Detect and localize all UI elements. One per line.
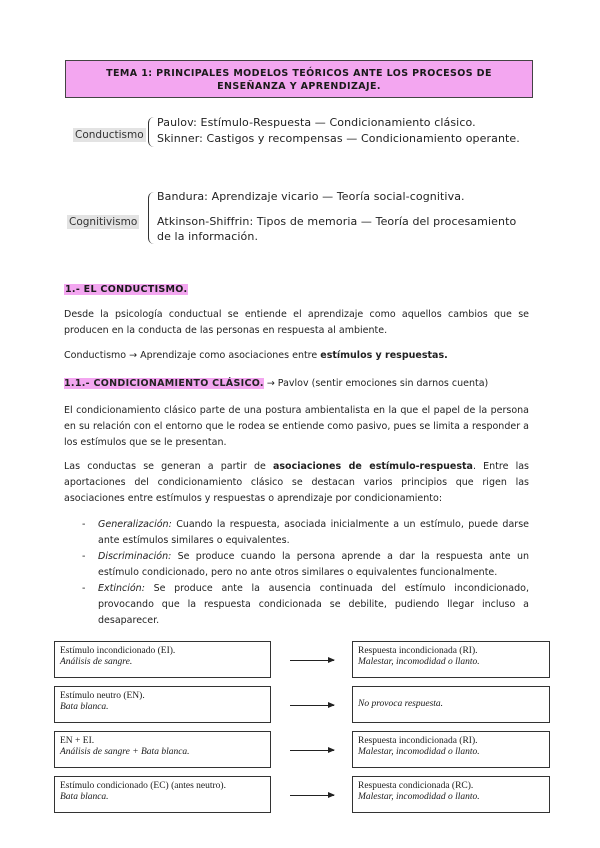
- diagram-left-box: [54, 641, 271, 678]
- section-1-1-paragraph-2: [64, 459, 529, 507]
- section-1-heading: 1.- EL CONDUCTISMO.: [65, 284, 188, 295]
- principle-text: Se produce ante la ausencia continuada del estímulo incondicionado, provocando que la respuesta condicionada se debilite, pudiendo llegar incluso a desaparecer.: [98, 583, 529, 626]
- diagram-right-sub: Malestar, incomodidad o llanto.: [358, 657, 480, 667]
- cognitivismo-item-3: de la información.: [157, 230, 259, 243]
- principle-term: Extinción:: [98, 583, 145, 594]
- arrow-icon: [290, 705, 334, 706]
- diagram-right-box: [352, 686, 550, 723]
- section-1-1-heading-suffix: → Pavlov (sentir emociones sin darnos cuenta): [263, 378, 489, 389]
- conductismo-item-2: Skinner: Castigos y recompensas — Condicionamiento operante.: [157, 132, 520, 145]
- section-1-1-paragraph-2-bold: asociaciones de estímulo-respuesta: [272, 461, 473, 472]
- conductismo-brace: [148, 117, 154, 147]
- diagram-right-box: [352, 641, 550, 678]
- diagram-left-box: [54, 776, 271, 813]
- diagram-left-box: [54, 686, 271, 723]
- principle-item: - Discriminación: Se produce cuando la persona aprende a dar la respuesta ante un estímulo condicionado, pero no ante otros similares o equivalentes funcionalmente.: [82, 551, 529, 578]
- diagram-left-box: [54, 731, 271, 768]
- arrow-icon: [290, 750, 334, 751]
- principle-text: Se produce cuando la persona aprende a dar la respuesta ante un estímulo condicionado, pero no ante otros similares o equivalentes funcionalmente.: [98, 551, 529, 578]
- diagram-left-sub: Bata blanca.: [60, 792, 109, 802]
- title-line-2: ENSEÑANZA Y APRENDIZAJE.: [217, 81, 381, 92]
- cognitivismo-brace: [148, 192, 154, 244]
- section-1-paragraph-2: [64, 348, 529, 364]
- cognitivismo-item-2: Atkinson-Shiffrin: Tipos de memoria — Teoría del procesamiento: [157, 215, 517, 228]
- diagram-left-main: Estímulo incondicionado (EI).: [60, 646, 176, 656]
- diagram-right-sub: Malestar, incomodidad o llanto.: [358, 747, 480, 757]
- principle-text: Cuando la respuesta, asociada inicialmente a un estímulo, puede darse ante estímulos similares o equivalentes.: [98, 519, 529, 546]
- diagram-left-main: Estímulo condicionado (EC) (antes neutro).: [60, 781, 226, 791]
- diagram-left-sub: Análisis de sangre.: [60, 657, 133, 667]
- conductismo-label: Conductismo: [75, 129, 144, 141]
- section-1-1-paragraph-1: El condicionamiento clásico parte de una postura ambientalista en la que el papel de la persona en su relación con el entorno que le rodea se entiende como pasivo, pues se limita a responder a los estímulos que se le presentan.: [64, 405, 529, 448]
- principle-term: Generalización:: [98, 519, 172, 530]
- principle-item: - Generalización: Cuando la respuesta, asociada inicialmente a un estímulo, puede darse ante estímulos similares o equivalentes.: [82, 519, 529, 546]
- document-title: [65, 60, 533, 98]
- section-1-1-heading-line: [64, 376, 529, 392]
- diagram-right-sub: No provoca respuesta.: [358, 699, 444, 709]
- section-1-paragraph-1: Desde la psicología conductual se entiende el aprendizaje como aquellos cambios que se producen en la conducta de las personas en respuesta al ambiente.: [64, 309, 529, 336]
- diagram-left-sub: Análisis de sangre + Bata blanca.: [60, 747, 190, 757]
- conductismo-item-1: Paulov: Estímulo-Respuesta — Condicionamiento clásico.: [157, 116, 476, 129]
- diagram-right-box: [352, 731, 550, 768]
- principle-term: Discriminación:: [98, 551, 172, 562]
- principle-item: - Extinción: Se produce ante la ausencia continuada del estímulo incondicionado, provocando que la respuesta condicionada se debilite, pudiendo llegar incluso a desaparecer.: [82, 583, 529, 626]
- cognitivismo-item-1: Bandura: Aprendizaje vicario — Teoría social-cognitiva.: [157, 190, 465, 203]
- diagram-right-sub: Malestar, incomodidad o llanto.: [358, 792, 480, 802]
- arrow-icon: [290, 795, 334, 796]
- diagram-right-main: Respuesta condicionada (RC).: [358, 781, 474, 791]
- section-1-paragraph-2-text: Conductismo → Aprendizaje como asociaciones entre: [64, 350, 321, 361]
- cognitivismo-label: Cognitivismo: [69, 216, 138, 228]
- diagram-right-main: Respuesta incondicionada (RI).: [358, 736, 478, 746]
- diagram-left-main: Estímulo neutro (EN).: [60, 691, 145, 701]
- arrow-icon: [290, 660, 334, 661]
- section-1-1-paragraph-2-pre: Las conductas se generan a partir de: [64, 461, 273, 472]
- principles-list: [64, 517, 529, 629]
- diagram-left-sub: Bata blanca.: [60, 702, 109, 712]
- diagram-left-main: EN + EI.: [60, 736, 95, 746]
- title-line-1: TEMA 1: PRINCIPALES MODELOS TEÓRICOS ANTE LOS PROCESOS DE: [106, 68, 492, 79]
- diagram-right-main: Respuesta incondicionada (RI).: [358, 646, 478, 656]
- diagram-right-box: [352, 776, 550, 813]
- section-1-1-paragraph-2-post: . Entre las aportaciones del condicionamiento clásico se destacan varios principios que rigen las asociaciones entre estímulos y respuestas o aprendizaje por condicionamiento:: [64, 461, 529, 504]
- section-1-paragraph-2-bold: estímulos y respuestas.: [320, 350, 448, 361]
- section-1-1-heading: 1.1.- CONDICIONAMIENTO CLÁSICO.: [64, 378, 264, 389]
